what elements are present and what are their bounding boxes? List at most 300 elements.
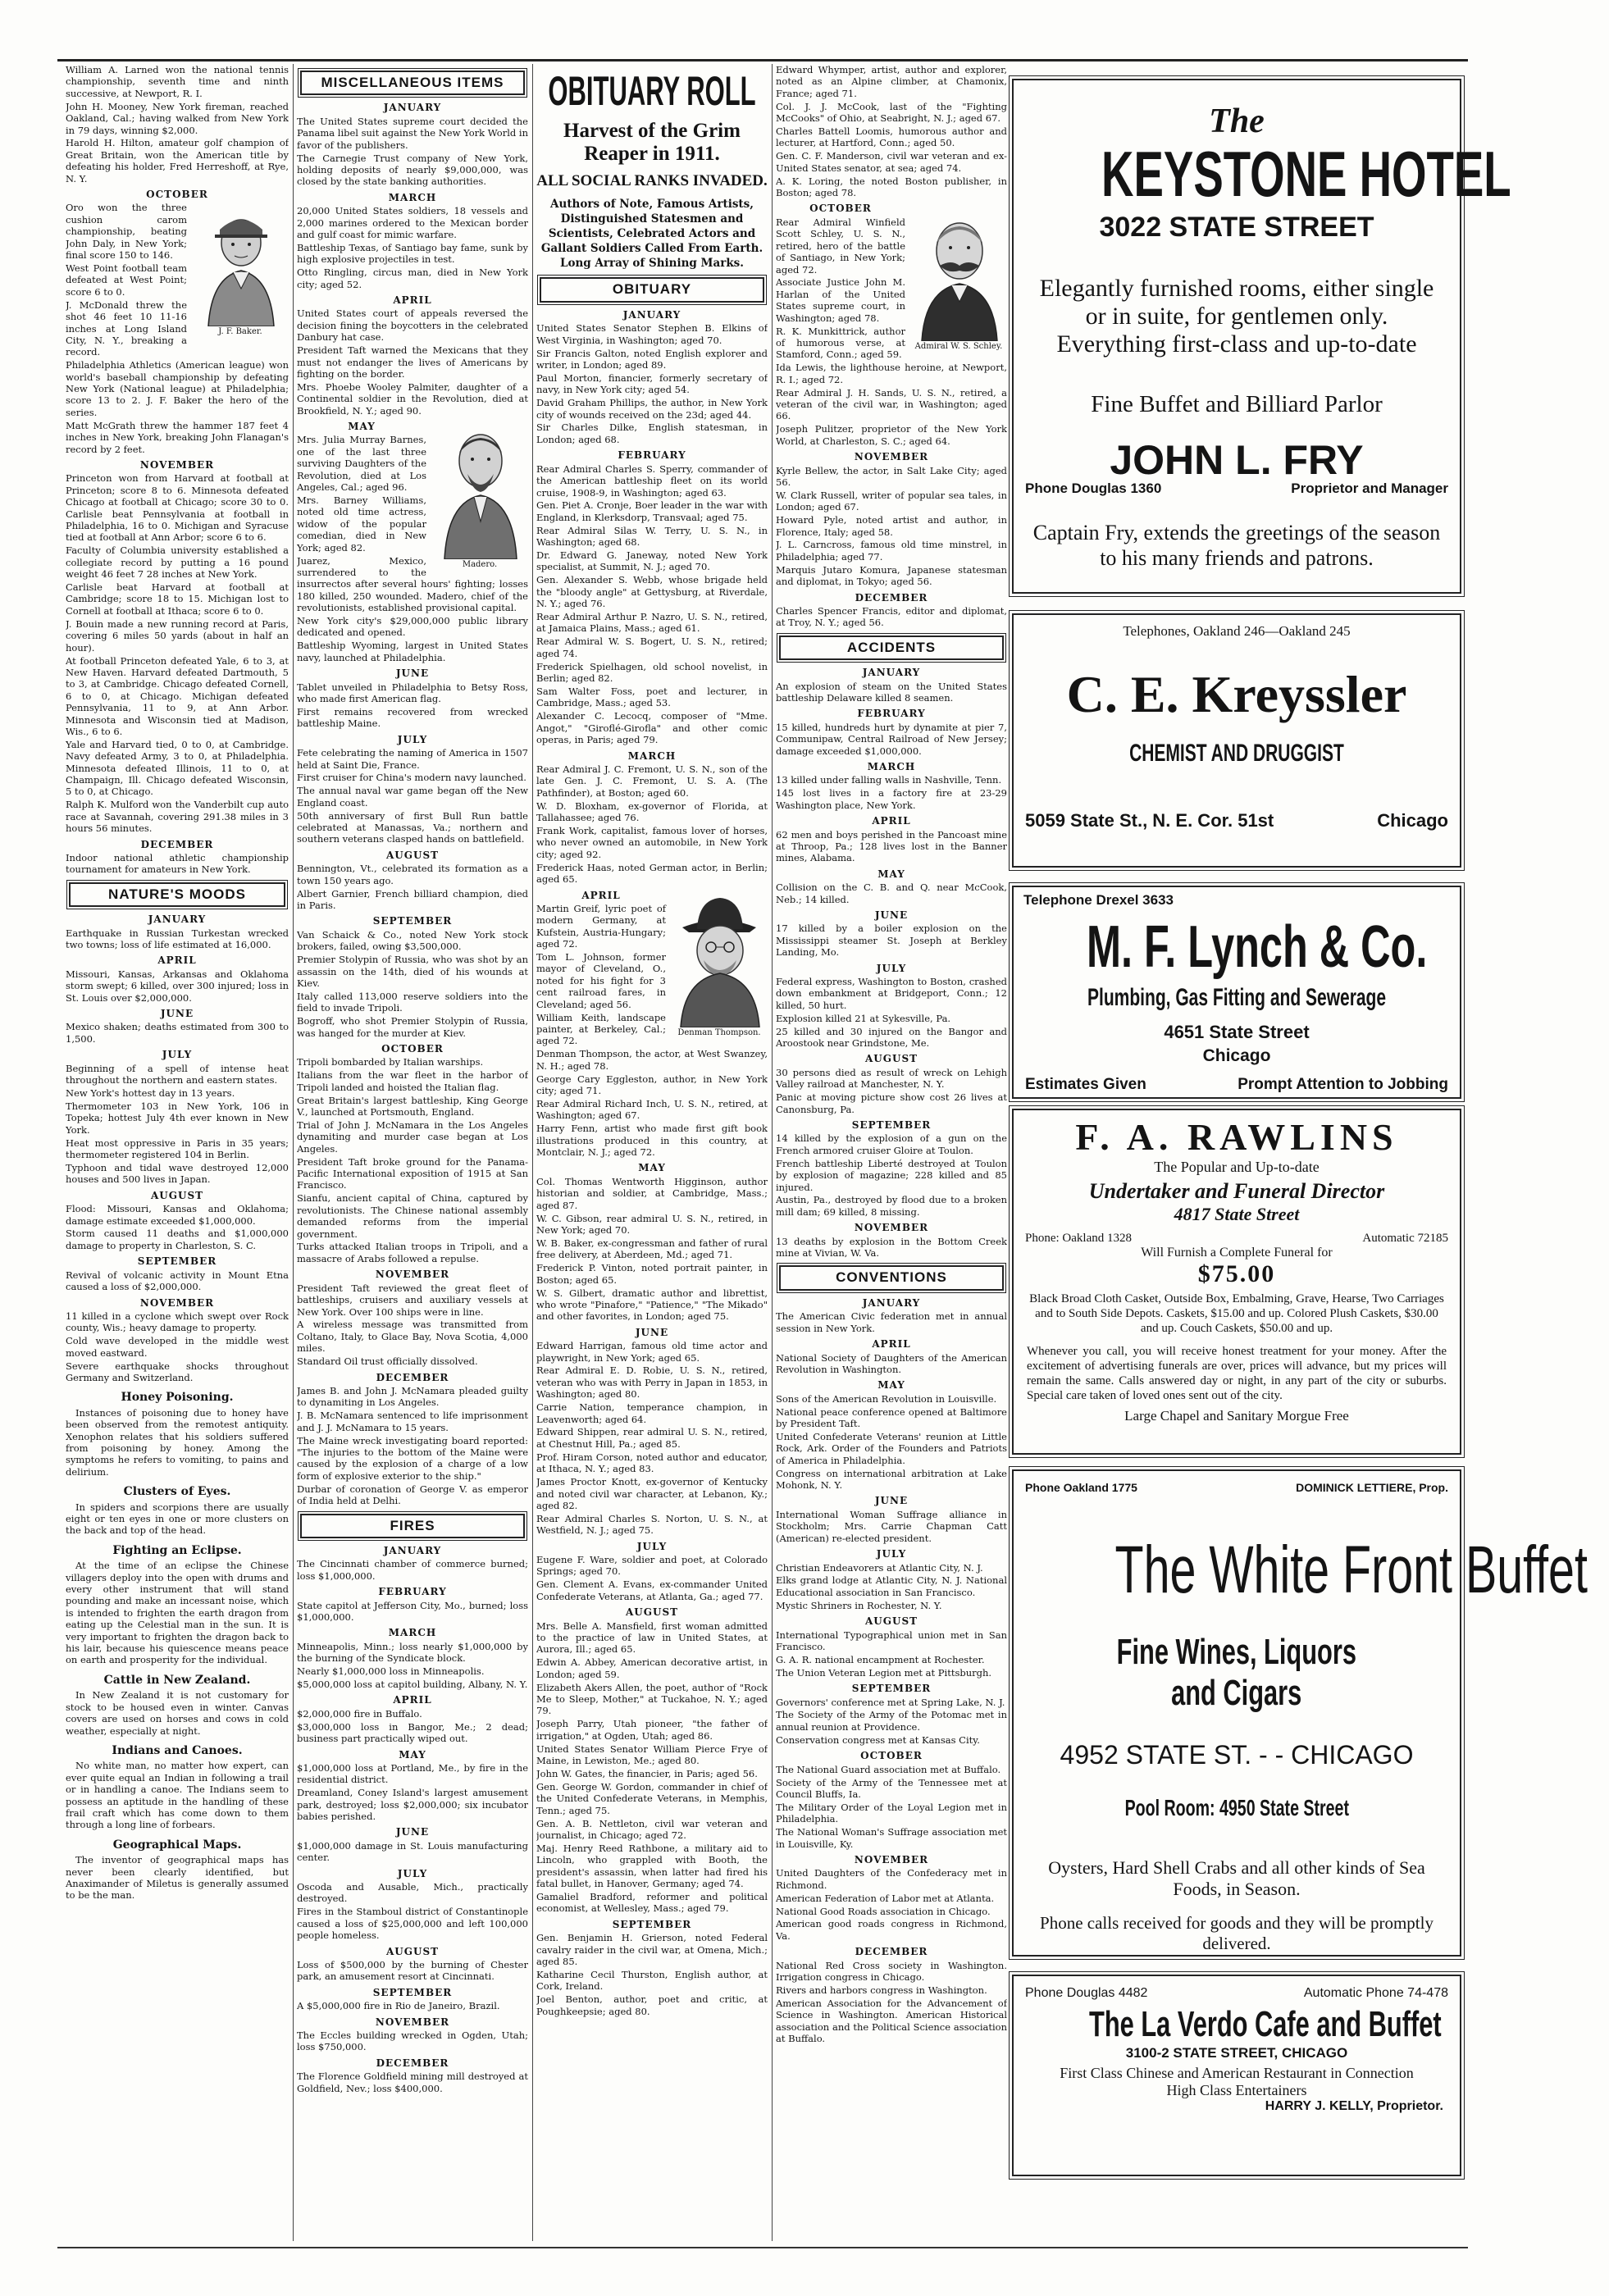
- news-item: W. D. Bloxham, ex-governor of Florida, at Tallahassee; aged 76.: [536, 800, 768, 824]
- news-item: The Military Order of the Loyal Legion met in Philadelphia.: [776, 1801, 1007, 1825]
- month-label: JANUARY: [622, 308, 681, 321]
- news-item: State capitol at Jefferson City, Mo., burned; loss $1,000,000.: [297, 1599, 528, 1623]
- conventions-list: [776, 1297, 1007, 2045]
- news-item: Kyrle Bellew, the actor, in Salt Lake City; aged 56.: [776, 464, 1007, 488]
- news-item: Mrs. Barney Williams, noted old time actress, widow of the popular comedian, died in New York; aged 82.: [297, 494, 426, 554]
- news-item: 13 deaths by explosion in the Bottom Creek mine at Vivian, W. Va.: [776, 1235, 1007, 1260]
- whitefront-address: 4952 STATE ST. - - CHICAGO: [1060, 1740, 1414, 1770]
- news-item: Minneapolis, Minn.; loss nearly $1,000,000 by the burning of the Syndicate block.: [297, 1640, 528, 1665]
- portrait-caption: Madero.: [462, 559, 498, 569]
- news-item: Oro won the three cushion carom championship, beating John Daly, in New York; final score 150 to 146.: [66, 202, 187, 262]
- news-item: Harry Fenn, artist who made first gift book illustrations produced in this country, at Montclair, N. J.; aged 72.: [536, 1123, 768, 1159]
- month-label: MARCH: [627, 749, 677, 762]
- news-item: Battleship Texas, of Santiago bay fame, sunk by high explosive projectiles in test.: [297, 241, 528, 266]
- news-item: A $5,000,000 fire in Rio de Janeiro, Brazil.: [297, 2000, 500, 2012]
- ad-kreyssler: [1012, 613, 1461, 868]
- filler-body: At the time of an eclipse the Chinese villagers deploy into the open with drums and every other instrument that will stand pounding and make an incessant noise, which is intended to frighten the earth dragon from eating up the Celestial man in the sun. It is very important to frighten the dragon back to his lair, because his quiescence means peace on earth and prosperity for the individual.: [66, 1560, 289, 1666]
- news-item: Frederick Spielhagen, old school novelist, in Berlin; aged 82.: [536, 660, 768, 685]
- news-item: 20,000 United States soldiers, 18 vessels and 2,000 marines ordered to the Mexican border and gulf coast for mimic warfare.: [297, 205, 528, 240]
- news-item: J. McDonald threw the shot 46 feet 10 11-16 inches at Long Island City, N. Y., breaking a record.: [66, 298, 187, 358]
- news-item: Gen. C. F. Manderson, civil war veteran and ex-United States senator, at sea; aged 74.: [776, 150, 1007, 174]
- news-item: Gen. Alexander S. Webb, whose brigade held the "bloody angle" at Gettysburg, at Riverdale, N. Y.; aged 76.: [536, 574, 768, 610]
- news-item: 15 killed, hundreds hurt by dynamite at pier 7, Communipaw, Central Railroad of New Jersey; damage exceeded $1,000,000.: [776, 721, 1007, 757]
- news-item: Princeton won from Harvard at football at Princeton; score 8 to 6. Minnesota defeated Chicago at football at Chicago; score 30 to 0. Carlisle beat Pennsylvania at football in Philadelphia, 16 to 0. Michigan and Syracuse tied at football at Ann Arbor; score 6 to 6.: [66, 472, 289, 544]
- news-item: R. K. Munkittrick, author of humorous verse, at Stamford, Conn.; aged 59.: [776, 325, 905, 361]
- month-label: MAY: [399, 1748, 426, 1761]
- news-item: Denman Thompson, the actor, at West Swanzey, N. H.; aged 78.: [536, 1048, 768, 1072]
- news-item: Gamaliel Bradford, reformer and political economist, at Wellesley, Mass.; aged 79.: [536, 1891, 768, 1915]
- portrait-thompson-image: [671, 888, 768, 1027]
- section-heading-obituary: OBITUARY: [540, 277, 764, 302]
- whitefront-pool: Pool Room: 4950 State Street: [1124, 1795, 1349, 1820]
- news-item: Italy called 113,000 reserve soldiers into the field to invade Tripoli.: [297, 990, 528, 1014]
- news-item: United States court of appeals reversed the decision fining the boycotters in the celebrated Danbury hat case.: [297, 308, 528, 344]
- news-item: W. S. Gilbert, dramatic author and librettist, who wrote "Pinafore," "Patience," "The Mikado" and other favorites, in London; aged 75.: [536, 1287, 768, 1323]
- month-label: OCTOBER: [809, 203, 872, 215]
- news-item: Rear Admiral J. C. Fremont, U. S. N., son of the late Gen. J. C. Fremont, U. S. A. (The Pathfinder), at Boston; aged 60.: [536, 763, 768, 799]
- lynch-trade: Plumbing, Gas Fitting and Sewerage: [1087, 984, 1387, 1011]
- month-label: JULY: [876, 962, 907, 974]
- news-item: At football Princeton defeated Yale, 6 to 3, at New Haven. Harvard defeated Dartmouth, 5 to 3, at Cambridge. Chicago defeated Cornell, 6 to 0, at Chicago. Michigan defeated Pennsylvania, 11 to 9, at Ann Arbor. Minnesota and Wisconsin tied at Madison, Wis., 6 to 6.: [66, 654, 289, 737]
- news-item: New York's hottest day in 13 years.: [66, 1087, 235, 1099]
- news-item: 11 killed in a cyclone which swept over Rock county, Wis.; heavy damage to property.: [66, 1310, 289, 1334]
- section-heading-conventions: CONVENTIONS: [779, 1265, 1004, 1290]
- news-item: International Woman Suffrage alliance in Stockholm; Mrs. Carrie Chapman Catt (American) re-elected president.: [776, 1508, 1007, 1544]
- whitefront-line1: Fine Wines, Liquors: [1116, 1632, 1357, 1672]
- news-item: Charles Battell Loomis, humorous author and lecturer, at Hartford, Conn.; aged 50.: [776, 125, 1007, 149]
- news-item: United Confederate Veterans' reunion at Little Rock, Ark. Order of the Founders and Patriots of America in Philadelphia.: [776, 1430, 1007, 1466]
- obituary-subtitle: Harvest of the Grim Reaper in 1911.: [563, 120, 741, 165]
- news-item: Loss of $500,000 by the burning of Chester park, an amusement resort at Cincinnati.: [297, 1959, 528, 1983]
- month-label: JULY: [397, 733, 428, 745]
- obituary-list-part2: [536, 890, 768, 2018]
- news-item: Indoor national athletic championship tournament for amateurs in New York.: [66, 852, 289, 876]
- news-item: Heat most oppressive in Paris in 35 years; thermometer registered 104 in Berlin.: [66, 1137, 289, 1161]
- news-item: Marquis Jutaro Komura, Japanese statesman and diplomat, in Tokyo; aged 56.: [776, 563, 1007, 588]
- news-item: Associate Justice John M. Harlan of the United States supreme court, in Washington; aged 78.: [776, 276, 905, 324]
- obituary-deck: Authors of Note, Famous Artists, Distinguished Statesmen and Scientists, Celebrated Actors and Gallant Soldiers Called From Earth. Long Array of Shining Marks.: [540, 198, 763, 271]
- month-label: JULY: [636, 1540, 668, 1552]
- news-item: Philadelphia Athletics (American league) won world's baseball championship by defeating New York (National league) at Philadelphia; score 13 to 2. J. F. Baker the hero of the series.: [66, 359, 289, 418]
- month-label: JANUARY: [383, 1544, 442, 1556]
- news-item: Dreamland, Coney Island's largest amusement park, destroyed; loss $2,000,000; six incubator babies perished.: [297, 1787, 528, 1823]
- news-item: Sianfu, ancient capital of China, captured by revolutionists. The Chinese national assembly demanded reforms from the imperial government.: [297, 1192, 528, 1240]
- news-item: Society of the Army of the Tennessee met at Council Bluffs, Ia.: [776, 1776, 1007, 1800]
- keystone-address: 3022 STATE STREET: [1099, 212, 1374, 243]
- news-item: James B. and John J. McNamara pleaded guilty to dynamiting in Los Angeles.: [297, 1384, 528, 1409]
- news-item: J. Bouin made a new running record at Paris, covering 6 miles 50 yards (about in half an hour).: [66, 617, 289, 654]
- news-item: Rear Admiral W. S. Bogert, U. S. N., retired; aged 74.: [536, 636, 768, 659]
- keystone-name: KEYSTONE HOTEL: [1101, 138, 1511, 210]
- month-label: JULY: [162, 1049, 193, 1061]
- month-label: NOVEMBER: [375, 1269, 450, 1281]
- news-item: Governors' conference met at Spring Lake, N. J.: [776, 1696, 1005, 1708]
- news-item: A wireless message was transmitted from Coltano, Italy, to Glace Bay, Nova Scotia, 4,000 miles.: [297, 1319, 528, 1355]
- month-label: NOVEMBER: [375, 2016, 450, 2028]
- news-item: Joel Benton, author, poet and critic, at Poughkeepsie; aged 80.: [536, 1993, 768, 2017]
- news-item: The United States supreme court decided the Panama libel suit against the New York World in favor of the publishers.: [297, 115, 528, 151]
- month-label: SEPTEMBER: [851, 1683, 932, 1695]
- news-item: American Association for the Advancement of Science in Washington. American Historical association and the Political Science association at Buffalo.: [776, 1997, 1007, 2045]
- month-label: OCTOBER: [381, 1042, 444, 1055]
- news-item: Beginning of a spell of intense heat throughout the northern and eastern states.: [66, 1062, 289, 1086]
- news-item: American Federation of Labor met at Atlanta.: [776, 1892, 995, 1904]
- news-item: Juarez, Mexico, surrendered to the insurrectos after several hours' fighting; losses 180 killed, 250 wounded. Madero, chief of the revolutionists, established provisional capital.: [297, 554, 528, 614]
- news-item: Dr. Edward G. Janeway, noted New York specialist, at Summit, N. J.; aged 70.: [536, 549, 768, 573]
- month-label: AUGUST: [625, 1606, 679, 1619]
- news-item: Frederick P. Vinton, noted portrait painter, in Boston; aged 65.: [536, 1262, 768, 1286]
- month-label: SEPTEMBER: [612, 1918, 692, 1930]
- news-item: Carlisle beat Harvard at football at Cambridge; score 18 to 15. Michigan lost to Cornell at football at Ithaca; score 6 to 0.: [66, 581, 289, 617]
- news-item: Eugene F. Ware, soldier and poet, at Colorado Springs; aged 70.: [536, 1554, 768, 1578]
- news-item: United States Senator Stephen B. Elkins of West Virginia, in Washington; aged 70.: [536, 322, 768, 346]
- filler-heading: Clusters of Eyes.: [123, 1485, 231, 1499]
- news-item: Italians from the war fleet in the harbor of Tripoli landed and hoisted the Italian flag.: [297, 1069, 528, 1093]
- news-item: The Society of the Army of the Potomac met in annual reunion at Providence.: [776, 1709, 1007, 1733]
- news-item: Tablet unveiled in Philadelphia to Betsy Ross, who made first American flag.: [297, 681, 528, 704]
- whitefront-line2: and Cigars: [1171, 1673, 1302, 1713]
- news-item: Yale and Harvard tied, 0 to 0, at Cambridge. Navy defeated Army, 3 to 0, at Philadelphia. Minnesota defeated Illinois, 11 to 0, at Champaign, Ill. Chicago defeated Wisconsin, 5 to 0, at Chicago.: [66, 738, 289, 798]
- news-item: Howard Pyle, noted artist and author, in Florence, Italy; aged 58.: [776, 514, 1007, 538]
- month-label: APRIL: [581, 889, 621, 901]
- news-item: United States Senator William Pierce Frye of Maine, in Lewiston, Me.; aged 80.: [536, 1742, 768, 1767]
- bottom-rule: [57, 2247, 1468, 2248]
- news-item: Nearly $1,000,000 loss in Minneapolis.: [297, 1665, 485, 1678]
- news-item: Missouri, Kansas, Arkansas and Oklahoma storm swept; 6 killed, over 300 injured; loss in St. Louis over $2,000,000.: [66, 968, 289, 1004]
- news-item: Rear Admiral Charles S. Norton, U. S. N., at Westfield, N. J.; aged 75.: [536, 1512, 768, 1537]
- news-item: Edward Whymper, artist, author and explorer, noted as an Alpine climber, at Chamonix, France; aged 71.: [776, 64, 1007, 99]
- month-label: MARCH: [867, 761, 916, 773]
- filler-body: No white man, no matter how expert, can ever quite equal an Indian in following a trail or in handling a canoe. The Indians seem to possess an aptitude in the handling of these frail craft which has come down to them through a long line of forbears.: [66, 1760, 289, 1831]
- portrait-madero-image: [431, 420, 528, 559]
- rawlins-automatic: Automatic 72185: [1362, 1232, 1448, 1245]
- news-item: Tom L. Johnson, former mayor of Cleveland, O., noted for his fight for 3 cent railroad fares, in Cleveland; aged 56.: [536, 951, 666, 1010]
- news-item: The Union Veteran Legion met at Pittsburgh.: [776, 1666, 992, 1679]
- rawlins-tag: The Popular and Up-to-date: [1154, 1159, 1320, 1175]
- whitefront-prop: DOMINICK LETTIERE, Prop.: [1296, 1481, 1448, 1494]
- laverdo-line2: High Class Entertainers: [1166, 2082, 1307, 2098]
- news-item: $5,000,000 loss at capitol building, Albany, N. Y.: [297, 1678, 528, 1690]
- news-item: $2,000,000 fire in Buffalo.: [297, 1707, 422, 1720]
- news-item: Sir Francis Galton, noted English explorer and writer, in London; aged 89.: [536, 347, 768, 371]
- news-item: Rivers and harbors congress in Washington.: [776, 1984, 987, 1996]
- news-item: Oscoda and Ausable, Mich., practically destroyed.: [297, 1881, 528, 1905]
- filler-items: [66, 1392, 289, 1901]
- month-label: JANUARY: [862, 1296, 921, 1309]
- news-item: West Point football team defeated at West Point; score 6 to 0.: [66, 262, 187, 298]
- news-item: First remains recovered from wrecked battleship Maine.: [297, 705, 528, 730]
- month-label: OCTOBER: [146, 189, 208, 201]
- whitefront-oysters: Oysters, Hard Shell Crabs and all other kinds of Sea Foods, in Season.: [1048, 1857, 1425, 1899]
- news-item: Ida Lewis, the lighthouse heroine, at Newport, R. I.; aged 72.: [776, 362, 1007, 385]
- news-item: Charles Spencer Francis, editor and diplomat, at Troy, N. Y.; aged 56.: [776, 604, 1007, 629]
- month-label: APRIL: [157, 954, 197, 967]
- news-item: Mrs. Phoebe Wooley Palmiter, daughter of a Continental soldier in the Revolution, died at Brookfield, N. Y.; aged 90.: [297, 380, 528, 417]
- month-label: JUNE: [395, 667, 430, 680]
- news-item: Durbar of coronation of George V. as emperor of India held at Delhi.: [297, 1483, 528, 1507]
- sports-items-november: [66, 472, 289, 834]
- rawlins-body: Whenever you call, you will receive honest treatment for your money. After the excitement of advertising funerals are over, prices will advance, but my prices will remain the same. Calls answered day or night, in any part of the city or suburbs. Special care taken of loved ones sent out of the city.: [1027, 1345, 1447, 1402]
- news-item: Battleship Wyoming, largest in United States navy, launched at Philadelphia.: [297, 640, 528, 663]
- news-item: Gen. Clement A. Evans, ex-commander United Confederate Veterans, at Atlanta, Ga.; aged 77.: [536, 1578, 768, 1602]
- news-item: Frank Work, capitalist, famous lover of horses, who never owned an automobile, in New York city; aged 92.: [536, 824, 768, 860]
- news-item: Turks attacked Italian troops in Tripoli, and a massacre of Arabs followed a repulse.: [297, 1241, 528, 1264]
- news-item: 17 killed by a boiler explosion on the Mississippi steamer St. Joseph at Berkley Landing, Mo.: [776, 922, 1007, 959]
- filler-body: The inventor of geographical maps has never been clearly identified, but Anaximander of Miletus is generally assumed to be the man.: [66, 1854, 289, 1902]
- laverdo-phone: Phone Douglas 4482: [1025, 1986, 1148, 2000]
- month-label: FEBRUARY: [857, 708, 926, 720]
- portrait-caption: Denman Thompson.: [677, 1028, 761, 1037]
- month-label: JUNE: [874, 909, 909, 921]
- news-item: William Keith, landscape painter, at Berkeley, Cal.; aged 72.: [536, 1011, 666, 1047]
- news-item: American good roads congress in Richmond, Va.: [776, 1918, 1007, 1942]
- lynch-city: Chicago: [1202, 1046, 1271, 1065]
- news-item: Albert Garnier, French billiard champion, died in Paris.: [297, 887, 528, 911]
- news-item: Tripoli bombarded by Italian warships.: [297, 1056, 484, 1068]
- news-item: 62 men and boys perished in the Pancoast mine at Throop, Pa.; 128 lives lost in the Banner mines, Alabama.: [776, 828, 1007, 864]
- schley-portrait: [910, 202, 1007, 353]
- month-label: JANUARY: [148, 913, 207, 926]
- filler-heading: Geographical Maps.: [112, 1838, 242, 1852]
- news-item: New York city's $29,000,000 public library dedicated and opened.: [297, 615, 528, 639]
- ad-la-verdo-cafe: [1012, 1975, 1461, 2176]
- month-label: DECEMBER: [140, 838, 214, 850]
- news-item: United Daughters of the Confederacy met in Richmond.: [776, 1867, 1007, 1891]
- whitefront-name: The White Front Buffet: [1114, 1533, 1588, 1607]
- news-item: Conservation congress met at Kansas City.: [776, 1733, 980, 1746]
- month-label: DECEMBER: [855, 591, 928, 604]
- portrait-baker-image: [192, 203, 289, 326]
- news-item: President Taft broke ground for the Panama-Pacific International exposition of 1915 at San Francisco.: [297, 1155, 528, 1191]
- filler-heading: Fighting an Eclipse.: [112, 1543, 242, 1557]
- rawlins-price: $75.00: [1197, 1260, 1276, 1287]
- news-item: Sir Charles Dilke, English statesman, in London; aged 68.: [536, 421, 768, 445]
- news-item: Great Britain's largest battleship, King George V., launched at Portsmouth, England.: [297, 1094, 528, 1118]
- news-item: Katharine Cecil Thurston, English author, at Cork, Ireland.: [536, 1968, 768, 1993]
- month-label: MAY: [877, 868, 905, 880]
- news-item: Gen. Piet A. Cronje, Boer leader in the war with England, in Klerksdorp, Transvaal; aged 75.: [536, 499, 768, 523]
- news-item: W. B. Baker, ex-congressman and father of rural free delivery, at Aberdeen, Md.; aged 71.: [536, 1237, 768, 1261]
- news-item: J. L. Carncross, famous old time minstrel, in Philadelphia; aged 77.: [776, 539, 1007, 563]
- news-item: Rear Admiral Silas W. Terry, U. S. N., in Washington; aged 68.: [536, 524, 768, 549]
- month-label: NOVEMBER: [139, 459, 215, 471]
- news-item: Gen. George W. Gordon, commander in chief of the United Confederate Veterans, in Memphis, Tenn.; aged 75.: [536, 1780, 768, 1816]
- madero-portrait: [431, 420, 528, 571]
- rawlins-phone: Phone: Oakland 1328: [1025, 1232, 1132, 1245]
- miscellaneous-list-part2: [297, 421, 528, 1506]
- news-item: Collision on the C. B. and Q. near McCook, Neb.; 14 killed.: [776, 882, 1007, 905]
- month-label: APRIL: [393, 1694, 432, 1706]
- whitefront-contact-row: [1014, 1481, 1460, 1494]
- month-label: JUNE: [635, 1326, 669, 1338]
- column-accidents-conventions: [776, 64, 1007, 2237]
- news-item: Storm caused 11 deaths and $1,000,000 damage to property in Charleston, S. C.: [66, 1228, 289, 1251]
- column-rule: [293, 64, 294, 2241]
- lynch-footer-row: [1014, 1076, 1460, 1094]
- month-label: SEPTEMBER: [372, 915, 453, 927]
- news-item: Col. J. J. McCook, last of the "Fighting McCooks" of Ohio, at Seabright, N. J.; aged 67.: [776, 100, 1007, 125]
- ad-rawlins: [1012, 1109, 1461, 1455]
- news-item: Cold wave developed in the middle west moved eastward.: [66, 1335, 289, 1359]
- month-label: JULY: [397, 1867, 428, 1879]
- month-label: APRIL: [393, 294, 432, 306]
- kreyssler-city: Chicago: [1377, 810, 1448, 831]
- news-item: The Florence Goldfield mining mill destroyed at Goldfield, Nev.; loss $400,000.: [297, 2070, 528, 2094]
- news-item: International Typographical union met in San Francisco.: [776, 1629, 1007, 1652]
- news-item: First cruiser for China's modern navy launched.: [297, 772, 526, 784]
- news-item: The Maine wreck investigating board reported: "The injuries to the bottom of the Maine were caused by the explosion of a charge of a low form of explosive exterior to the ship.": [297, 1434, 528, 1482]
- news-item: Alexander C. Lecocq, composer of "Mme. Angot," "Giroflé-Girofla" and other comic operas, in Paris; aged 79.: [536, 710, 768, 746]
- section-heading-fires: FIRES: [300, 1514, 525, 1538]
- lynch-address: 4651 State Street: [1164, 1022, 1310, 1042]
- news-item: Elks grand lodge at Atlantic City, N. J. National Educational association in San Francisco.: [776, 1574, 1007, 1598]
- news-item: Ralph K. Mulford won the Vanderbilt cup auto race at Savannah, covering 291.38 miles in 3 hours 56 minutes.: [66, 799, 289, 835]
- kreyssler-address-row: [1014, 810, 1460, 831]
- news-item: The Cincinnati chamber of commerce burned; loss $1,000,000.: [297, 1558, 528, 1582]
- month-label: FEBRUARY: [378, 1586, 447, 1598]
- news-item: George Cary Eggleston, author, in New York city; aged 71.: [536, 1073, 768, 1096]
- baker-portrait: [192, 203, 289, 338]
- month-label: AUGUST: [864, 1053, 918, 1065]
- month-label: APRIL: [872, 1338, 911, 1351]
- month-label: SEPTEMBER: [851, 1119, 932, 1131]
- month-label: NOVEMBER: [854, 451, 929, 463]
- column-rule: [532, 64, 533, 2241]
- news-item: James Proctor Knott, ex-governor of Kentucky and noted civil war character, at Lebanon, Ky.; aged 82.: [536, 1476, 768, 1511]
- news-item: 50th anniversary of first Bull Run battle celebrated at Manassas, Va.; northern and southern veterans clasped hands on battlefield.: [297, 809, 528, 845]
- news-item: Frederick Haas, noted German actor, in Berlin; aged 65.: [536, 861, 768, 886]
- news-item: Carrie Nation, temperance champion, in Leavenworth; aged 64.: [536, 1401, 768, 1425]
- news-item: Severe earthquake shocks throughout Germany and Switzerland.: [66, 1360, 289, 1383]
- miscellaneous-list-part1: [297, 102, 528, 417]
- news-item: Sam Walter Foss, poet and lecturer, in Cambridge, Mass.; aged 53.: [536, 686, 768, 709]
- news-item: Edward Harrigan, famous old time actor and playwright, in New York; aged 65.: [536, 1340, 768, 1364]
- section-heading-miscellaneous: MISCELLANEOUS ITEMS: [300, 71, 525, 95]
- news-item: Mystic Shriners in Rochester, N. Y.: [776, 1599, 942, 1611]
- accidents-list: [776, 667, 1007, 1259]
- column-miscellaneous: [297, 64, 528, 2237]
- news-item: The annual naval war game began off the New England coast.: [297, 785, 528, 809]
- news-item: John W. Gates, the financier, in Paris; aged 56.: [536, 1767, 758, 1779]
- sports-items-december: [66, 852, 289, 876]
- news-item: 30 persons died as result of wreck on Lehigh Valley railroad at Manchester, N. Y.: [776, 1066, 1007, 1091]
- news-item: National Society of Daughters of the American Revolution in Washington.: [776, 1351, 1007, 1375]
- news-item: The American Civic federation met in annual session in New York.: [776, 1310, 1007, 1334]
- news-item: Mrs. Julia Murray Barnes, one of the last three surviving Daughters of the Revolution, died at Los Angeles, Cal.; aged 96.: [297, 434, 426, 494]
- news-item: J. B. McNamara sentenced to life imprisonment and J. J. McNamara to 15 years.: [297, 1410, 528, 1433]
- news-item: Martin Greif, lyric poet of modern Germany, at Kufstein, Austria-Hungary; aged 72.: [536, 902, 666, 950]
- news-item: Rear Admiral Arthur P. Nazro, U. S. N., retired, at Jamaica Plains, Mass.; aged 61.: [536, 611, 768, 635]
- month-label: NOVEMBER: [854, 1853, 929, 1866]
- month-label: AUGUST: [385, 1945, 440, 1957]
- month-label: SEPTEMBER: [137, 1255, 217, 1268]
- news-item: Christian Endeavorers at Atlantic City, N. J.: [776, 1561, 983, 1574]
- keystone-title: Proprietor and Manager: [1291, 481, 1448, 496]
- news-item: Maj. Henry Reed Rathbone, a military aid to Lincoln, who grappled with Booth, the president's assassin, when latter had fired his fatal bullet, in Hanover, Germany; aged 74.: [536, 1842, 768, 1890]
- news-item: Bogroff, who shot Premier Stolypin of Russia, was hanged for the murder at Kiev.: [297, 1015, 528, 1039]
- news-item: 25 killed and 30 injured on the Bangor and Aroostook near Grindstone, Me.: [776, 1025, 1007, 1050]
- kreyssler-address: 5059 State St., N. E. Cor. 51st: [1025, 810, 1274, 831]
- news-item: Revival of volcanic activity in Mount Etna caused a loss of $2,000,000.: [66, 1269, 289, 1293]
- keystone-greeting: Captain Fry, extends the greetings of the season to his many friends and patrons.: [1032, 521, 1441, 570]
- thompson-portrait: [671, 888, 768, 1039]
- news-item: The National Guard association met at Buffalo.: [776, 1763, 1001, 1775]
- month-label: APRIL: [872, 815, 911, 827]
- whitefront-orders: Phone calls received for goods and they will be promptly delivered.: [1040, 1913, 1434, 1953]
- month-label: JULY: [876, 1548, 907, 1560]
- month-label: NOVEMBER: [139, 1296, 215, 1309]
- news-item: 145 lost lives in a factory fire at 23-29 Washington place, New York.: [776, 787, 1007, 811]
- month-label: AUGUST: [864, 1615, 918, 1628]
- portrait-caption: Admiral W. S. Schley.: [914, 341, 1003, 351]
- news-item: John H. Mooney, New York fireman, reached Oakland, Cal.; having walked from New York in 79 days, winning $2,000.: [66, 100, 289, 136]
- news-item: An explosion of steam on the United States battleship Delaware killed 8 seamen.: [776, 680, 1007, 704]
- month-label: JUNE: [874, 1495, 909, 1507]
- filler-heading: Cattle in New Zealand.: [103, 1673, 251, 1687]
- news-item: French battleship Liberté destroyed at Toulon by explosion of magazine; 228 killed and 85 injured.: [776, 1157, 1007, 1193]
- month-label: MARCH: [388, 1627, 437, 1639]
- news-item: $3,000,000 loss in Bangor, Me.; 2 dead; business part practically wiped out.: [297, 1720, 528, 1745]
- lynch-phone: Telephone Drexel 3633: [1023, 892, 1174, 908]
- news-item: $1,000,000 loss at Portland, Me., by fire in the residential district.: [297, 1761, 528, 1786]
- month-label: JUNE: [395, 1826, 430, 1838]
- news-item: Matt McGrath threw the hammer 187 feet 4 inches in New York, breaking John Flanagan's record by 2 feet.: [66, 419, 289, 455]
- news-item: Van Schaick & Co., noted New York stock brokers, failed, owing $3,500,000.: [297, 928, 528, 953]
- news-item: $1,000,000 damage in St. Louis manufacturing center.: [297, 1839, 528, 1864]
- news-item: Premier Stolypin of Russia, who was shot by an assassin on the 14th, died of his wounds at Kiev.: [297, 954, 528, 989]
- keystone-owner: JOHN L. FRY: [1110, 437, 1364, 483]
- news-item: W. C. Gibson, rear admiral U. S. N., retired, in New York; aged 70.: [536, 1212, 768, 1236]
- news-item: National Good Roads association in Chicago.: [776, 1905, 991, 1917]
- obituary-continued-part1: [776, 64, 1007, 198]
- ad-lynch: [1012, 886, 1461, 1099]
- month-label: JANUARY: [862, 667, 921, 679]
- news-item: Fires in the Stamboul district of Constantinople caused a loss of $25,000,000 and left 100,000 people homeless.: [297, 1906, 528, 1942]
- column-obituary: [536, 64, 768, 2237]
- month-label: AUGUST: [385, 849, 440, 861]
- news-item: Harold H. Hilton, amateur golf champion of Great Britain, won the American title by defeating his holder, Fred Herreshoff, at Rye, N. Y.: [66, 137, 289, 184]
- news-item: National Red Cross society in Washington. Irrigation congress in Chicago.: [776, 1959, 1007, 1984]
- filler-body: In spiders and scorpions there are usually eight or ten eyes in one or more clusters on the back and top of the head.: [66, 1501, 289, 1537]
- keystone-the: The: [1209, 102, 1265, 140]
- filler-body: In New Zealand it is not customary for stock to be housed even in winter. Canvas covers are used on horses and cows in cold weather, especially at night.: [66, 1689, 289, 1737]
- month-label: AUGUST: [150, 1189, 204, 1201]
- laverdo-phone-row: [1014, 1986, 1460, 2001]
- ad-keystone-hotel: [1012, 79, 1511, 594]
- section-heading-natures-moods: NATURE'S MOODS: [69, 882, 285, 907]
- news-item: Joseph Parry, Utah pioneer, "the father of irrigation," at Ogden, Utah; aged 86.: [536, 1718, 768, 1742]
- month-label: DECEMBER: [855, 1946, 928, 1958]
- laverdo-owner: HARRY J. KELLY, Proprietor.: [1265, 2099, 1443, 2113]
- news-item: President Taft reviewed the great fleet of battleships, cruisers and auxiliary vessels at New York. Over 100 ships were in line.: [297, 1282, 528, 1318]
- kreyssler-trade: CHEMIST AND DRUGGIST: [1129, 740, 1344, 767]
- news-item: Otto Ringling, circus man, died in New York city; aged 52.: [297, 266, 528, 290]
- news-item: Typhoon and tidal wave destroyed 12,000 houses and 500 lives in Japan.: [66, 1161, 289, 1186]
- month-label: MAY: [877, 1379, 905, 1392]
- news-item: Austin, Pa., destroyed by flood due to a broken mill dam; 69 killed, 8 missing.: [776, 1194, 1007, 1218]
- news-item: The Carnegie Trust company of New York, holding deposits of nearly $9,000,000, was closed by the state banking authorities.: [297, 152, 528, 188]
- month-label: JUNE: [160, 1008, 194, 1020]
- news-item: William A. Larned won the national tennis championship, seventh time and ninth successive, at Newport, R. I.: [66, 64, 289, 99]
- whitefront-phone: Phone Oakland 1775: [1025, 1481, 1137, 1494]
- month-label: NOVEMBER: [854, 1222, 929, 1234]
- ad-white-front-buffet: [1012, 1469, 1588, 1957]
- month-label: JANUARY: [383, 102, 442, 114]
- news-item: Rear Admiral Winfield Scott Schley, U. S. N., retired, hero of the battle of Santiago, in New York; aged 72.: [776, 216, 905, 276]
- news-item: Sons of the American Revolution in Louisville.: [776, 1392, 997, 1405]
- keystone-buffet: Fine Buffet and Billiard Parlor: [1091, 391, 1383, 417]
- fires-list: [297, 1545, 528, 2094]
